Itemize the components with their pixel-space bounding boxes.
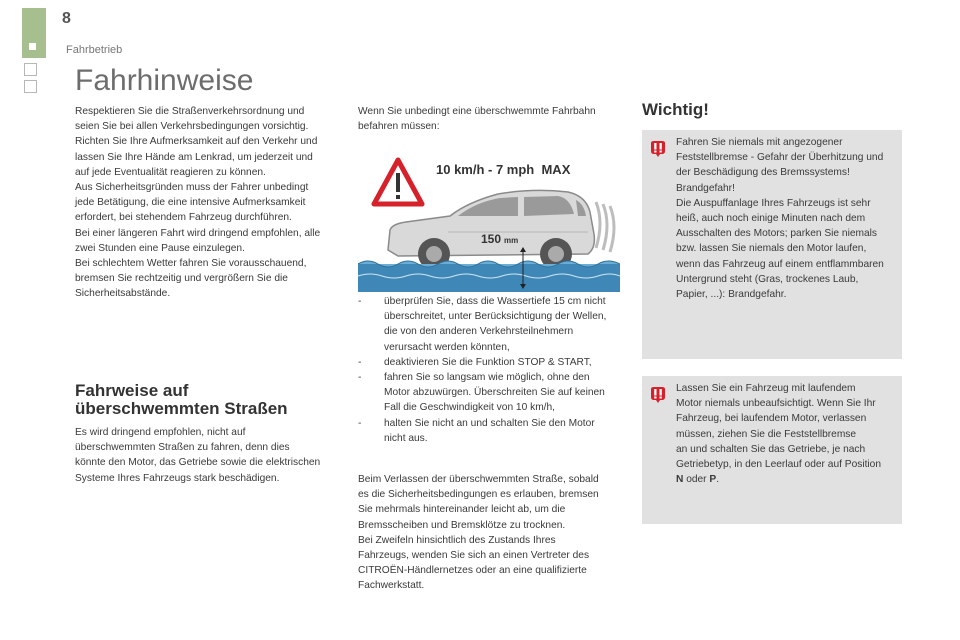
intro-line: Bei einer längeren Fahrt wird dringend empfohlen, alle — [75, 227, 321, 239]
middle-intro-line: befahren müssen: — [358, 121, 440, 133]
intro-line: seien Sie bei allen Verkehrsbedingungen vorsichtig. — [75, 121, 309, 133]
warning-1-line: Papier, ...): Brandgefahr. — [676, 289, 787, 301]
warning-text-2-last-line — [676, 472, 881, 487]
warning-2-line: Lassen Sie ein Fahrzeug mit laufendem — [676, 383, 856, 394]
closing-line: Fahrzeugs, wenden Sie sich an einen Vertreter des — [358, 550, 590, 562]
instruction-line: fahren Sie so langsam wie möglich, ohne den — [384, 372, 590, 384]
gear-n: N — [676, 474, 684, 486]
instruction-item — [358, 370, 628, 416]
warning-text-1 — [676, 135, 884, 302]
warning-1-line: Untergrund steht (Gras, trockenes Laub, — [676, 273, 859, 285]
section-label: Fahrbetrieb — [66, 44, 123, 56]
flood-illustration — [358, 152, 620, 292]
closing-paragraph — [358, 472, 599, 594]
instruction-item — [358, 294, 628, 355]
intro-line: erfordert, bei stehendem Fahrzeug durchführen. — [75, 212, 292, 224]
instruction-line: die von den anderen Verkehrsteilnehmern — [384, 326, 574, 338]
warning-text-2-lines — [676, 381, 881, 472]
flooded-title-line-1: Fahrweise auf — [75, 381, 189, 400]
warning-2-line: Getriebetyp, in den Leerlauf oder auf Position — [676, 459, 882, 471]
depth-unit-label: mm — [504, 236, 519, 245]
instruction-line: Motor abzuwürgen. Überschreiten Sie auf keinen — [384, 387, 605, 399]
intro-line: Bei schlechtem Wetter fahren Sie vorausschauend, — [75, 258, 307, 270]
intro-line: jede Betätigung, die eine intensive Aufmerksamkeit — [75, 197, 306, 209]
exclamation-warning-icon — [649, 140, 667, 158]
closing-line: es die Sicherheitsbedingungen es erlauben, bremsen — [358, 489, 599, 501]
instruction-line: verursacht werden könnten, — [384, 341, 510, 353]
warning-1-line: Feststellbremse - Gefahr der Überhitzung und — [676, 152, 884, 164]
intro-line: zwei Stunden eine Pause einzulegen. — [75, 242, 245, 254]
instruction-line: halten Sie nicht an und schalten Sie den Motor — [384, 417, 595, 429]
flooded-title-line-2: überschwemmten Straßen — [75, 399, 288, 418]
flooded-line: Es wird dringend empfohlen, nicht auf — [75, 427, 246, 438]
flooded-paragraph — [75, 425, 320, 486]
instruction-line: überschreitet, unter Berücksichtigung der Wellen, — [384, 311, 607, 323]
page-title: Fahrhinweise — [75, 64, 254, 97]
warning-1-line: bzw. lassen Sie niemals den Motor laufen, — [676, 243, 867, 255]
instruction-line: nicht aus. — [384, 432, 428, 444]
page-number-tab — [22, 8, 71, 58]
flood-illustration-svg — [358, 152, 620, 292]
instruction-item — [358, 416, 628, 446]
flooded-line: überschwemmten Straßen zu fahren, denn dies — [75, 442, 290, 454]
water-icon — [358, 261, 620, 292]
bullet-dash: - — [358, 372, 362, 384]
warning-1-line: Ausschalten des Motors; parken Sie niemals — [676, 228, 878, 240]
closing-line: Beim Verlassen der überschwemmten Straße, sobald — [358, 474, 599, 485]
intro-line: bremsen Sie rechtzeitig und vergrößern Sie die — [75, 273, 288, 285]
warning-2-line: müssen, ziehen Sie die Feststellbremse — [676, 428, 857, 440]
flooded-line: könnte den Motor, das Getriebe sowie die elektrischen — [75, 457, 321, 469]
instruction-line: Fall die Geschwindigkeit von 10 km/h, — [384, 402, 556, 414]
closing-line: Fachwerkstatt. — [358, 580, 425, 592]
intro-paragraph — [75, 104, 320, 302]
gear-p: P — [709, 474, 717, 486]
instruction-line: überprüfen Sie, dass die Wassertiefe 15 cm nicht — [384, 296, 606, 307]
warning-1-line: Die Auspuffanlage Ihres Fahrzeugs ist sehr — [676, 197, 871, 209]
bullet-dash: - — [358, 296, 362, 307]
flooded-line: Systeme Ihres Fahrzeugs stark beschädigen. — [75, 472, 280, 484]
flooded-section-title — [75, 382, 288, 418]
nav-square-2 — [24, 80, 37, 93]
bullet-dash: - — [358, 356, 362, 368]
bullet-dash: - — [358, 417, 362, 429]
warning-1-line: heiß, auch noch einige Minuten nach dem — [676, 213, 866, 225]
closing-line: Sie mehrmals hintereinander leicht ab, um die — [358, 504, 566, 516]
warning-2-line: Fahrzeug, bei laufendem Motor, verlassen — [676, 413, 867, 425]
intro-line: Aus Sicherheitsgründen muss der Fahrer unbedingt — [75, 182, 309, 194]
closing-line: CITROËN-Händlernetzes oder an eine qualifizierte — [358, 565, 587, 577]
important-title: Wichtig! — [642, 100, 709, 119]
warning-2-line: Motor niemals unbeaufsichtigt. Wenn Sie Ihr — [676, 398, 876, 410]
warning-1-line: wenn das Fahrzeug auf einem entflammbaren — [676, 258, 884, 270]
warning-1-line: Brandgefahr! — [676, 182, 735, 194]
intro-line: lassen Sie Ihre Hände am Lenkrad, um jederzeit und — [75, 151, 313, 163]
closing-line: Bei Zweifeln hinsichtlich des Zustands Ihres — [358, 534, 556, 546]
middle-intro-paragraph — [358, 104, 596, 134]
warning-text-2 — [676, 381, 881, 487]
warning-2-line: an und schalten Sie das Getriebe, je nach — [676, 443, 866, 455]
intro-line: Respektieren Sie die Straßenverkehrsordnung und — [75, 106, 305, 117]
exclamation-warning-icon — [649, 386, 667, 404]
intro-line: Richten Sie Ihre Aufmerksamkeit auf den Verkehr und — [75, 136, 318, 148]
gear-connector: oder — [683, 474, 710, 486]
intro-line: auf jede Eventualität reagieren zu können. — [75, 166, 266, 178]
intro-line: Sicherheitsabstände. — [75, 288, 171, 300]
warning-1-line: Fahren Sie niemals mit angezogener — [676, 137, 843, 148]
instruction-line: deaktivieren Sie die Funktion STOP & START, — [384, 356, 592, 368]
middle-intro-line: Wenn Sie unbedingt eine überschwemmte Fahrbahn — [358, 106, 596, 117]
tab-marker — [29, 43, 36, 50]
gear-end: . — [716, 474, 720, 486]
instruction-list — [358, 294, 628, 446]
instruction-item — [358, 355, 628, 370]
depth-value-label: 150 — [481, 232, 502, 246]
speed-limit-label: 10 km/h - 7 mph MAX — [436, 162, 571, 177]
nav-square-1 — [24, 63, 37, 76]
page-number: 8 — [62, 10, 71, 27]
warning-1-line: der Beschädigung des Bremssystems! — [676, 167, 850, 179]
closing-line: Bremsscheiben und Bremsklötze zu trocknen. — [358, 519, 566, 531]
